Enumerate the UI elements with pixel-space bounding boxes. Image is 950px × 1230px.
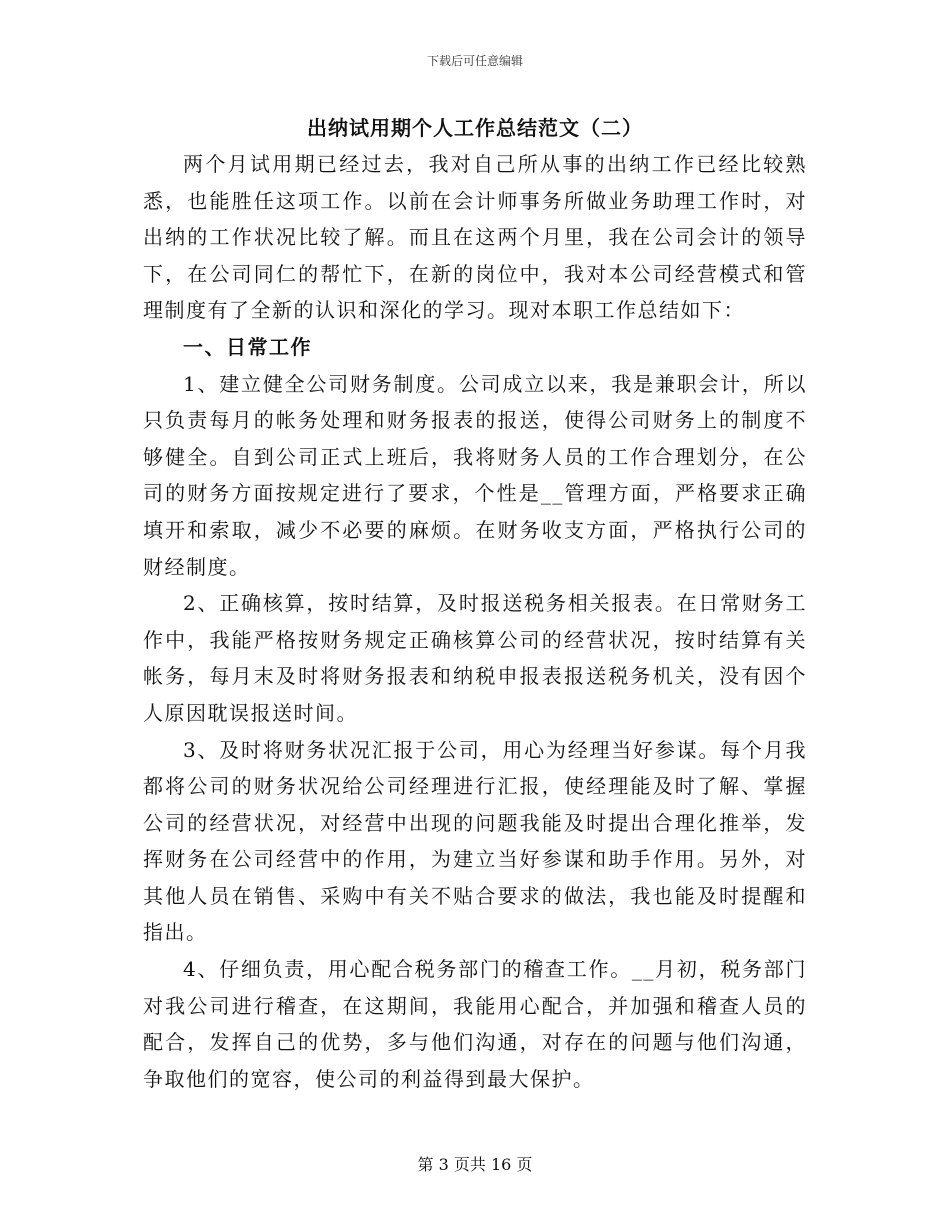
- page-header-note: 下载后可任意编辑: [426, 54, 523, 68]
- paragraph-item-2: 2、正确核算，按时结算，及时报送税务相关报表。在日常财务工作中，我能严格按财务规定正确核算公司的经营状况，按时结算有关帐务，每月末及时将财务报表和纳税申报表报送税务机关，没有因个人原因耽误报送时间。: [143, 591, 807, 725]
- paragraph-item-4: 4、仔细负责，用心配合税务部门的稽查工作。__月初，税务部门对我公司进行稽查，在这期间，我能用心配合，并加强和稽查人员的配合，发挥自己的优势，多与他们沟通，对存在的问题与他们沟通，争取他们的宽容，使公司的利益得到最大保护。: [143, 957, 807, 1091]
- paragraph-item-3: 3、及时将财务状况汇报于公司，用心为经理当好参谋。每个月我都将公司的财务状况给公司经理进行汇报，使经理能及时了解、掌握公司的经营状况，对经营中出现的问题我能及时提出合理化推举，发挥财务在公司经营中的作用，为建立当好参谋和助手作用。另外，对其他人员在销售、采购中有关不贴合要求的做法，我也能及时提醒和指出。: [143, 737, 807, 945]
- section-heading-daily-work: 一、日常工作: [183, 334, 312, 359]
- document-body: [143, 110, 807, 1097]
- intro-paragraph: 两个月试用期已经过去，我对自己所从事的出纳工作已经比较熟悉，也能胜任这项工作。以前在会计师事务所做业务助理工作时，对出纳的工作状况比较了解。而且在这两个月里，我在公司会计的领导下，在公司同仁的帮忙下，在新的岗位中，我对本公司经营模式和管理制度有了全新的认识和深化的学习。现对本职工作总结如下：: [143, 152, 807, 323]
- document-title: 出纳试用期个人工作总结范文（二）: [307, 116, 643, 140]
- paragraph-item-1: 1、建立健全公司财务制度。公司成立以来，我是兼职会计，所以只负责每月的帐务处理和财务报表的报送，使得公司财务上的制度不够健全。自到公司正式上班后，我将财务人员的工作合理划分，在公司的财务方面按规定进行了要求，个性是__管理方面，严格要求正确填开和索取，减少不必要的麻烦。在财务收支方面，严格执行公司的财经制度。: [143, 371, 807, 579]
- page-number: 第 3 页共 16 页: [417, 1155, 533, 1174]
